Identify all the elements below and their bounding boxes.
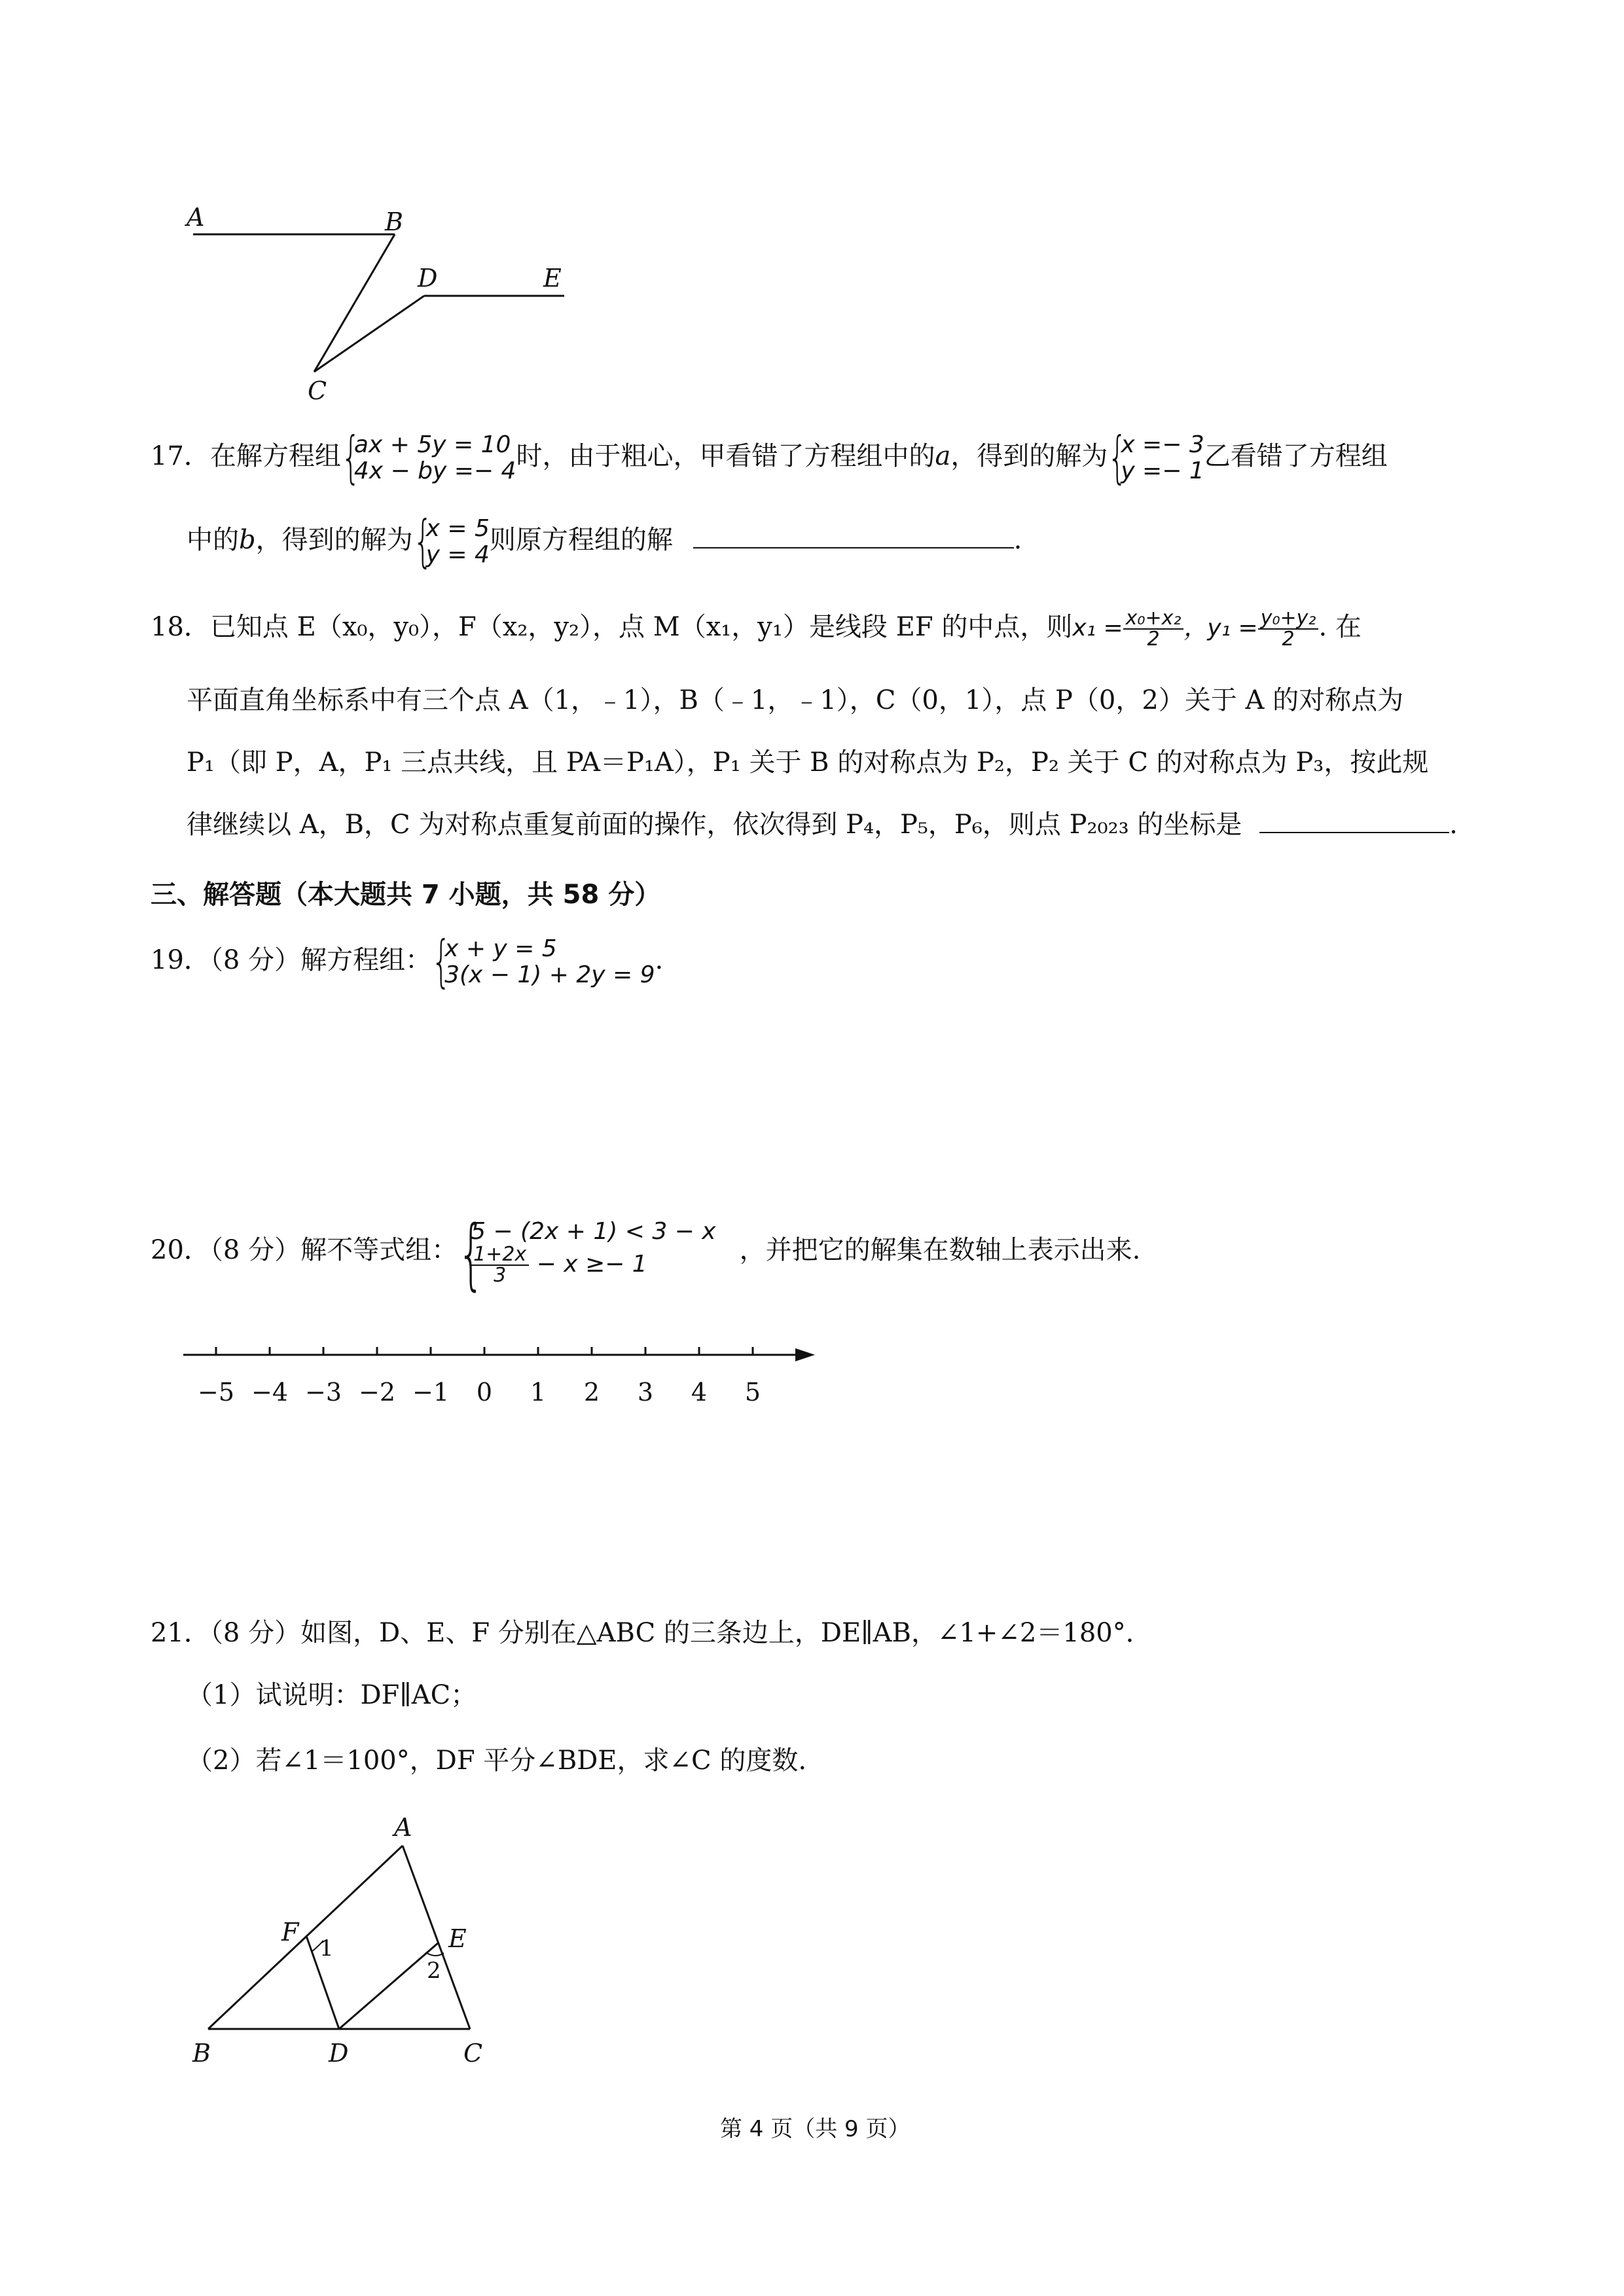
question-21-part1: （1）试说明：DF∥AC； — [187, 1680, 477, 1710]
label-D: D — [329, 2039, 349, 2068]
label-A: A — [187, 203, 205, 232]
answer-blank[interactable] — [693, 525, 1014, 548]
tick-label: 1 — [530, 1378, 547, 1407]
question-19: 19．（8 分）解方程组： { x + y = 5 3(x − 1) + 2y = 9 . — [151, 929, 664, 994]
tick-label: 2 — [583, 1378, 600, 1407]
tick-label: 4 — [691, 1378, 708, 1407]
solution-system-2: { x = 5 y = 4 — [412, 509, 490, 574]
page-footer: 第 4 页（共 9 页） — [720, 2116, 911, 2142]
question-17-line2: 中的b，得到的解为 { x = 5 y = 4 则原方程组的解 . — [187, 509, 1022, 574]
label-C: C — [308, 376, 327, 405]
tick-label: −1 — [412, 1378, 450, 1407]
question-21-line1: 21．（8 分）如图，D、E、F 分别在△ABC 的三条边上，DE∥AB，∠1+∠2＝180°． — [151, 1618, 1152, 1648]
tick-label: −2 — [358, 1378, 396, 1407]
label-E: E — [543, 264, 562, 293]
number-line[interactable] — [177, 1335, 818, 1414]
question-18-line1: 18．已知点 E（x₀，y₀），F（x₂，y₂），点 M（x₁，y₁）是线段 EF 的中点，则x₁ = $\frac{\text{x₀+x₂}}{2}$ ，y₁ = $\frac{\text{y₀+y₂}}{2}$ . 在 — [151, 607, 1362, 651]
arrow-right-icon — [795, 1348, 815, 1361]
question-20: 20．（8 分）解不等式组： { 5 − (2x + 1) < 3 − x $\frac{1+2x}{3}$ − x ≥− 1 ，并把它的解集在数轴上表示出来. — [151, 1208, 1141, 1299]
tick-label: 0 — [476, 1378, 493, 1407]
section-heading: 三、解答题（本大题共 7 小题，共 58 分） — [151, 880, 661, 910]
question-number: 18． — [151, 612, 210, 642]
question-17-line1: 17．在解方程组 { ax + 5y = 10 4x − by =− 4 时，由于粗心，甲看错了方程组中的a，得到的解为 { x =− 3 y =− 1 乙看错了方程组 — [151, 425, 1388, 490]
angle-1-label: 1 — [319, 1935, 334, 1962]
question-number: 19． — [151, 945, 210, 975]
question-number: 21． — [151, 1618, 210, 1648]
tick-label: 3 — [637, 1378, 654, 1407]
label-B: B — [385, 207, 403, 236]
tick-label: −4 — [251, 1378, 289, 1407]
question-number: 20． — [151, 1235, 210, 1265]
label-B: B — [192, 2039, 211, 2068]
inequality-system: { 5 − (2x + 1) < 3 − x $\frac{1+2x}{3}$ − x ≥− 1 — [458, 1208, 716, 1299]
question-number: 17． — [151, 441, 210, 471]
angle-2-label: 2 — [427, 1958, 441, 1984]
fraction: $\frac{\text{y₀+y₂}}{2}$ — [1258, 609, 1319, 649]
solution-system-1: { x =− 3 y =− 1 — [1108, 425, 1204, 490]
tick-label: −3 — [304, 1378, 342, 1407]
question-21-part2: （2）若∠1＝100°，DF 平分∠BDE，求∠C 的度数. — [187, 1746, 807, 1776]
equation-system: { ax + 5y = 10 4x − by =− 4 — [340, 425, 516, 490]
tick-label: −5 — [197, 1378, 235, 1407]
question-18-line2: 平面直角坐标系中有三个点 A（1，﹣1），B（﹣1，﹣1），C（0，1），点 P（0，2）关于 A 的对称点为 — [187, 685, 1404, 715]
question-18-line3: P₁（即 P，A，P₁ 三点共线，且 PA＝P₁A），P₁ 关于 B 的对称点为 P₂，P₂ 关于 C 的对称点为 P₃，按此规 — [187, 747, 1429, 778]
fraction: $\frac{1+2x}{3}$ — [471, 1245, 529, 1285]
label-E: E — [448, 1924, 467, 1953]
question-18-line4: 律继续以 A，B，C 为对称点重复前面的操作，依次得到 P₄，P₅，P₆，则点 P₂₀₂₃ 的坐标是 . — [187, 810, 1458, 840]
label-F: F — [281, 1918, 299, 1946]
tick-label: 5 — [744, 1378, 761, 1407]
label-D: D — [418, 264, 438, 293]
label-C: C — [463, 2039, 483, 2068]
fraction: $\frac{\text{x₀+x₂}}{2}$ — [1123, 609, 1184, 649]
equation-system: { x + y = 5 3(x − 1) + 2y = 9 — [431, 929, 655, 994]
label-A: A — [394, 1813, 412, 1842]
figure-q21 — [183, 1806, 524, 2081]
answer-blank[interactable] — [1259, 810, 1449, 833]
figure-q16 — [177, 196, 583, 406]
